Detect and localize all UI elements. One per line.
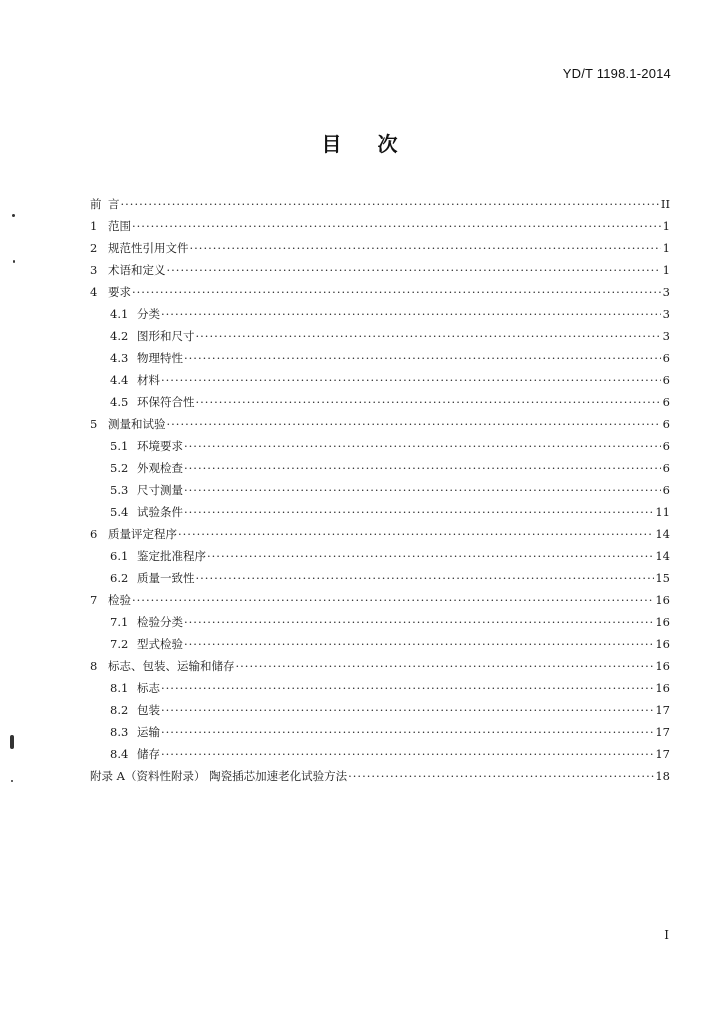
toc-entry[interactable]: [90, 303, 670, 325]
toc-page: 3: [662, 285, 670, 299]
toc-number: 8.3: [110, 725, 129, 739]
toc-label: 检验分类: [137, 615, 183, 629]
toc-label: 附录 A（资料性附录） 陶瓷插芯加速老化试验方法: [90, 769, 348, 783]
toc-leader: [132, 281, 661, 303]
toc-label: 包装: [137, 703, 160, 717]
toc-label: 环境要求: [137, 439, 183, 453]
toc-entry[interactable]: [90, 237, 670, 259]
toc-page: 17: [655, 725, 670, 739]
toc-leader: [184, 435, 661, 457]
toc-label: 范围: [108, 219, 131, 233]
toc-entry[interactable]: [90, 281, 670, 303]
toc-label: 图形和尺寸: [137, 329, 195, 343]
toc-page: 16: [655, 659, 670, 673]
toc-entry[interactable]: [90, 633, 670, 655]
toc-number: 5.2: [110, 461, 129, 475]
toc-number: 1: [90, 219, 98, 233]
toc-leader: [236, 655, 655, 677]
toc-leader: [167, 259, 662, 281]
toc-leader: [184, 633, 654, 655]
toc-label: 质量一致性: [137, 571, 195, 585]
toc-entry[interactable]: [90, 479, 670, 501]
toc-leader: [167, 413, 662, 435]
toc-number: 4: [90, 285, 98, 299]
toc-label: 术语和定义: [108, 263, 166, 277]
toc-page: 14: [655, 527, 670, 541]
toc-page: 18: [655, 769, 670, 783]
toc-leader: [161, 699, 654, 721]
toc-entry[interactable]: [90, 435, 670, 457]
toc-leader: [196, 567, 655, 589]
toc-label: 规范性引用文件: [108, 241, 189, 255]
toc-page: 1: [662, 219, 670, 233]
toc-label: 鉴定批准程序: [137, 549, 206, 563]
toc-leader: [184, 501, 654, 523]
title-part-2: 次: [377, 132, 398, 156]
toc-leader: [178, 523, 654, 545]
toc-entry[interactable]: [90, 545, 670, 567]
page-title: [0, 128, 719, 157]
toc-entry[interactable]: [90, 523, 670, 545]
toc-number: 8.4: [110, 747, 129, 761]
toc-number: 4.3: [110, 351, 129, 365]
toc-page: 6: [662, 483, 670, 497]
toc-leader: [348, 765, 654, 787]
toc-leader: [196, 325, 662, 347]
toc-label: 检验: [108, 593, 131, 607]
toc-page: 15: [655, 571, 670, 585]
toc-leader: [184, 611, 654, 633]
toc-label: 分类: [137, 307, 160, 321]
toc-page: 6: [662, 373, 670, 387]
toc-number: 8.2: [110, 703, 129, 717]
toc-entry[interactable]: [90, 699, 670, 721]
toc-number: 5.1: [110, 439, 129, 453]
toc-label: 储存: [137, 747, 160, 761]
toc-entry[interactable]: [90, 391, 670, 413]
toc-number: 前: [90, 197, 102, 211]
toc-label: 质量评定程序: [108, 527, 177, 541]
toc-entry[interactable]: [90, 215, 670, 237]
toc-page: 6: [662, 395, 670, 409]
document-code: YD/T 1198.1-2014: [562, 66, 671, 81]
toc-label: 尺寸测量: [137, 483, 183, 497]
toc-number: 6.2: [110, 571, 129, 585]
toc-page: 6: [662, 351, 670, 365]
page-number: I: [664, 928, 669, 942]
toc-number: 6: [90, 527, 98, 541]
toc-page: 16: [655, 681, 670, 695]
toc-page: 1: [662, 263, 670, 277]
toc-entry[interactable]: [90, 567, 670, 589]
toc-leader: [132, 589, 654, 611]
toc-entry[interactable]: [90, 589, 670, 611]
toc-entry[interactable]: [90, 743, 670, 765]
toc-number: 6.1: [110, 549, 129, 563]
toc-entry[interactable]: [90, 655, 670, 677]
toc-number: 5: [90, 417, 98, 431]
toc-entry[interactable]: [90, 369, 670, 391]
toc-number: 7.1: [110, 615, 129, 629]
toc-label: 测量和试验: [108, 417, 166, 431]
toc-label: 型式检验: [137, 637, 183, 651]
toc-label: 标志、包装、运输和储存: [108, 659, 235, 673]
toc-page: 3: [662, 329, 670, 343]
toc-number: 4.4: [110, 373, 129, 387]
toc-leader: [184, 457, 661, 479]
toc-entry-appendix[interactable]: [90, 765, 670, 787]
toc-page: 6: [662, 439, 670, 453]
toc-number: 4.5: [110, 395, 129, 409]
toc-leader: [184, 479, 661, 501]
toc-label: 材料: [137, 373, 160, 387]
toc-page: 1: [662, 241, 670, 255]
toc-page: 17: [655, 747, 670, 761]
toc-page: 11: [655, 505, 670, 519]
toc-leader: [161, 369, 661, 391]
toc-entry[interactable]: [90, 413, 670, 435]
toc-label: 环保符合性: [137, 395, 195, 409]
toc-number: 5.3: [110, 483, 129, 497]
toc-page: 16: [655, 615, 670, 629]
toc-label: 物理特性: [137, 351, 183, 365]
toc-leader: [132, 215, 661, 237]
toc-label: 要求: [108, 285, 131, 299]
toc-leader: [121, 193, 660, 215]
toc-page: II: [660, 197, 670, 211]
toc-leader: [184, 347, 661, 369]
toc-entry[interactable]: [90, 325, 670, 347]
toc-number: 4.1: [110, 307, 129, 321]
toc-label: 言: [108, 197, 120, 211]
toc-leader: [161, 721, 654, 743]
toc-label: 试验条件: [137, 505, 183, 519]
toc-label: 外观检查: [137, 461, 183, 475]
toc-leader: [161, 303, 661, 325]
toc-page: 16: [655, 637, 670, 651]
toc-page: 16: [655, 593, 670, 607]
toc-leader: [190, 237, 662, 259]
toc-page: 6: [662, 461, 670, 475]
toc-entry[interactable]: [90, 611, 670, 633]
toc-entry[interactable]: [90, 259, 670, 281]
toc-page: 6: [662, 417, 670, 431]
toc-number: 8: [90, 659, 98, 673]
toc-label: 运输: [137, 725, 160, 739]
toc-label: 标志: [137, 681, 160, 695]
toc-page: 3: [662, 307, 670, 321]
toc-number: 7.2: [110, 637, 129, 651]
toc-entry[interactable]: [90, 501, 670, 523]
toc-leader: [161, 743, 654, 765]
toc-page: 17: [655, 703, 670, 717]
toc-entry[interactable]: [90, 347, 670, 369]
toc-leader: [207, 545, 654, 567]
toc-page: 14: [655, 549, 670, 563]
toc-number: 2: [90, 241, 98, 255]
toc-number: 8.1: [110, 681, 129, 695]
toc-entry[interactable]: [90, 721, 670, 743]
title-part-1: 目: [321, 132, 342, 156]
toc-entry[interactable]: [90, 193, 670, 215]
toc-number: 3: [90, 263, 98, 277]
toc-entry[interactable]: [90, 677, 670, 699]
toc-number: 7: [90, 593, 98, 607]
toc-leader: [161, 677, 654, 699]
toc-number: 4.2: [110, 329, 129, 343]
toc-leader: [196, 391, 662, 413]
table-of-contents: [90, 193, 670, 787]
toc-number: 5.4: [110, 505, 129, 519]
toc-entry[interactable]: [90, 457, 670, 479]
